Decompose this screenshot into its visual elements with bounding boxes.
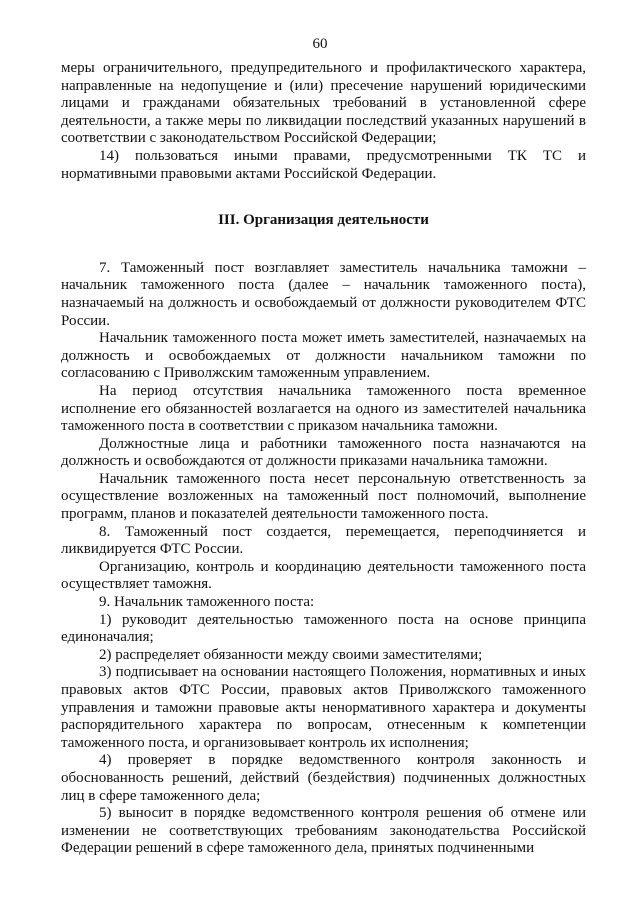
- list-item-1: 1) руководит деятельностью таможенного поста на основе принципа единоначалия;: [61, 611, 586, 646]
- paragraph-item-9: 9. Начальник таможенного поста:: [99, 594, 315, 611]
- list-item-2: 2) распределяет обязанности между своими заместителями;: [99, 646, 483, 663]
- paragraph-absence: На период отсутствия начальника таможенного поста временное исполнение его обязанностей возлагается на одного из заместителей начальника таможенного поста в соответствии с приказом начальника таможни.: [61, 382, 586, 435]
- list-item-3: 3) подписывает на основании настоящего Положения, нормативных и иных правовых актов ФТС России, правовых актов Приволжского таможенного управления и таможни правовые акты ненормативного характера и документы распорядительного характера по вопросам, отнесенным к компетенции таможенного поста, и организовывает контроль их исполнения;: [61, 664, 586, 751]
- paragraph-item-14: 14) пользоваться иными правами, предусмотренными ТК ТС и нормативными правовыми актами Российской Федерации.: [61, 147, 586, 182]
- paragraph-coordination: Организацию, контроль и координацию деятельности таможенного поста осуществляет таможня.: [61, 558, 586, 593]
- paragraph-officials: Должностные лица и работники таможенного поста назначаются на должность и освобождаются от должности приказами начальника таможни.: [61, 435, 586, 470]
- page-number: 60: [312, 36, 328, 52]
- list-item-5: 5) выносит в порядке ведомственного контроля решения об отмене или изменении не соответствующих требованиям законодательства Российской Федерации решений в сфере таможенного дела, принятых подчиненными: [61, 805, 586, 857]
- list-item-4: 4) проверяет в порядке ведомственного контроля законность и обоснованность решений, действий (бездействия) подчиненных должностных лиц в сфере таможенного дела;: [61, 752, 586, 804]
- paragraph-item-8: 8. Таможенный пост создается, перемещается, переподчиняется и ликвидируется ФТС России.: [61, 523, 586, 558]
- paragraph-continued: меры ограничительного, предупредительного и профилактического характера, направленные на недопущение и (или) пресечение нарушений юридическими лицами и гражданами обязательных требований в установленной сфере деятельности, а также меры по ликвидации последствий указанных нарушений в соответствии с законодательством Российской Федерации;: [61, 60, 586, 147]
- section-heading: III. Организация деятельности: [218, 212, 429, 229]
- document-body: [61, 60, 586, 858]
- paragraph-responsibility: Начальник таможенного поста несет персональную ответственность за осуществление возложенных на таможенный пост полномочий, выполнение программ, планов и показателей деятельности таможенного поста.: [61, 470, 586, 523]
- paragraph-item-7: 7. Таможенный пост возглавляет заместитель начальника таможни – начальник таможенного поста (далее – начальник таможенного поста), назначаемый на должность и освобождаемый от должности руководителем ФТС России.: [61, 259, 586, 329]
- paragraph-deputies: Начальник таможенного поста может иметь заместителей, назначаемых на должность и освобождаемых от должности начальником таможни по согласованию с Приволжским таможенным управлением.: [61, 330, 586, 382]
